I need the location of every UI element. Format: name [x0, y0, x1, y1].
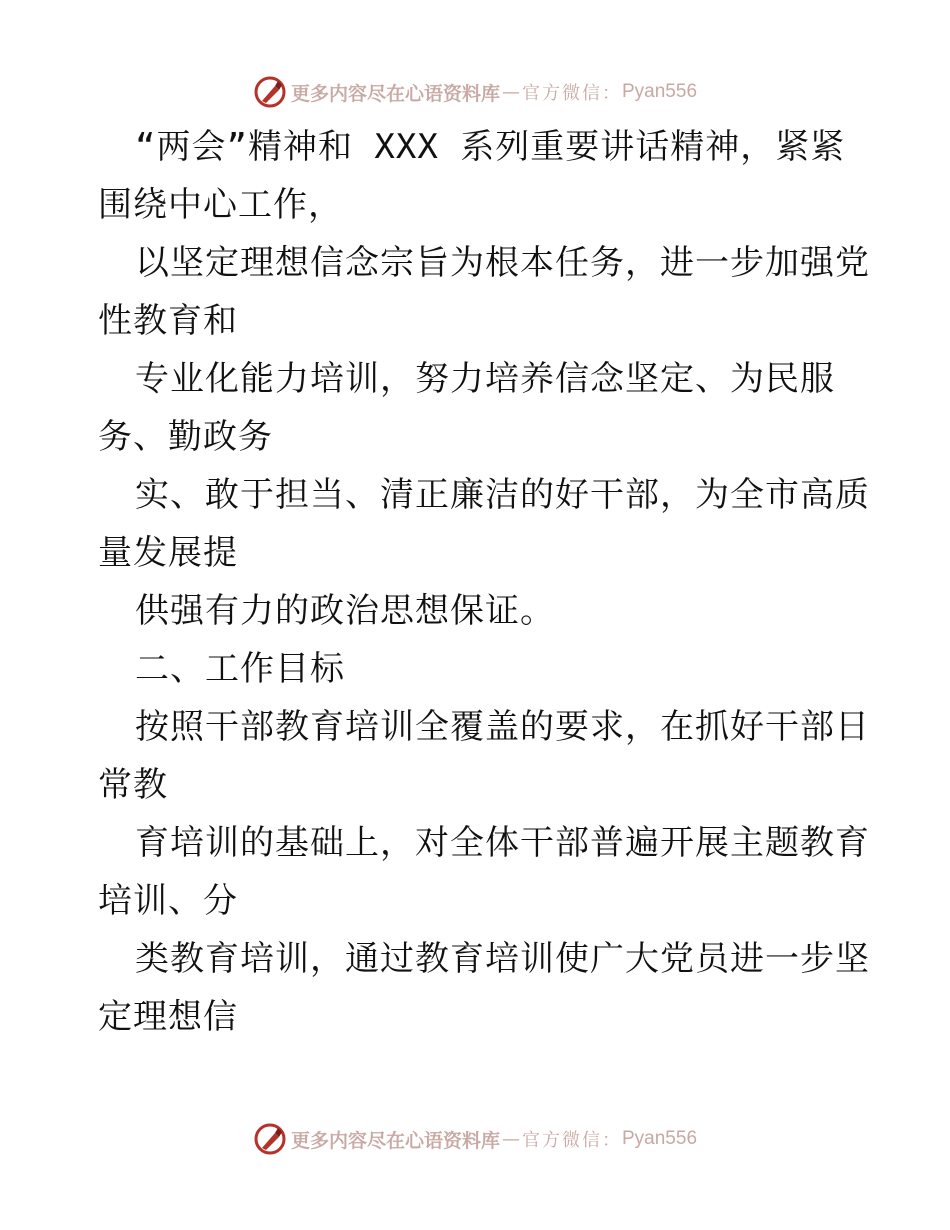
body-line: 实、敢于担当、清正廉洁的好干部，为全市高质	[135, 475, 870, 515]
body-line: 量发展提	[98, 533, 238, 573]
section-heading: 二、工作目标	[135, 649, 345, 689]
document-body	[98, 118, 870, 1046]
body-line: 务、勤政务	[98, 417, 273, 457]
body-line: “两会”精神和 XXX 系列重要讲话精神，紧紧	[135, 127, 846, 167]
body-line: 供强有力的政治思想保证。	[135, 591, 555, 631]
body-line: 育培训的基础上，对全体干部普遍开展主题教育	[135, 823, 870, 863]
body-line: 性教育和	[98, 301, 238, 341]
body-line: 定理想信	[98, 997, 238, 1037]
watermark-site-text: 更多内容尽在心语资料库	[290, 1129, 500, 1152]
body-line: 培训、分	[98, 881, 238, 921]
body-line: 以坚定理想信念宗旨为根本任务，进一步加强党	[135, 243, 870, 283]
pen-nib-logo-icon	[253, 1122, 287, 1156]
watermark-label: 官方微信：	[522, 1130, 622, 1151]
body-line: 类教育培训，通过教育培训使广大党员进一步坚	[135, 939, 870, 979]
watermark-label: 官方微信：	[522, 83, 622, 104]
pen-nib-logo-icon	[253, 75, 287, 109]
watermark-separator: —	[502, 81, 520, 103]
header-watermark	[0, 72, 950, 112]
watermark-separator: —	[502, 1128, 520, 1150]
body-line: 按照干部教育培训全覆盖的要求，在抓好干部日	[135, 707, 870, 747]
body-line: 专业化能力培训，努力培养信念坚定、为民服	[135, 359, 835, 399]
watermark-account: Pyan556	[622, 1128, 698, 1149]
footer-watermark	[0, 1119, 950, 1159]
body-line: 围绕中心工作，	[98, 185, 343, 225]
body-line: 常教	[98, 765, 168, 805]
watermark-account: Pyan556	[622, 81, 698, 102]
watermark-site-text: 更多内容尽在心语资料库	[290, 82, 500, 105]
